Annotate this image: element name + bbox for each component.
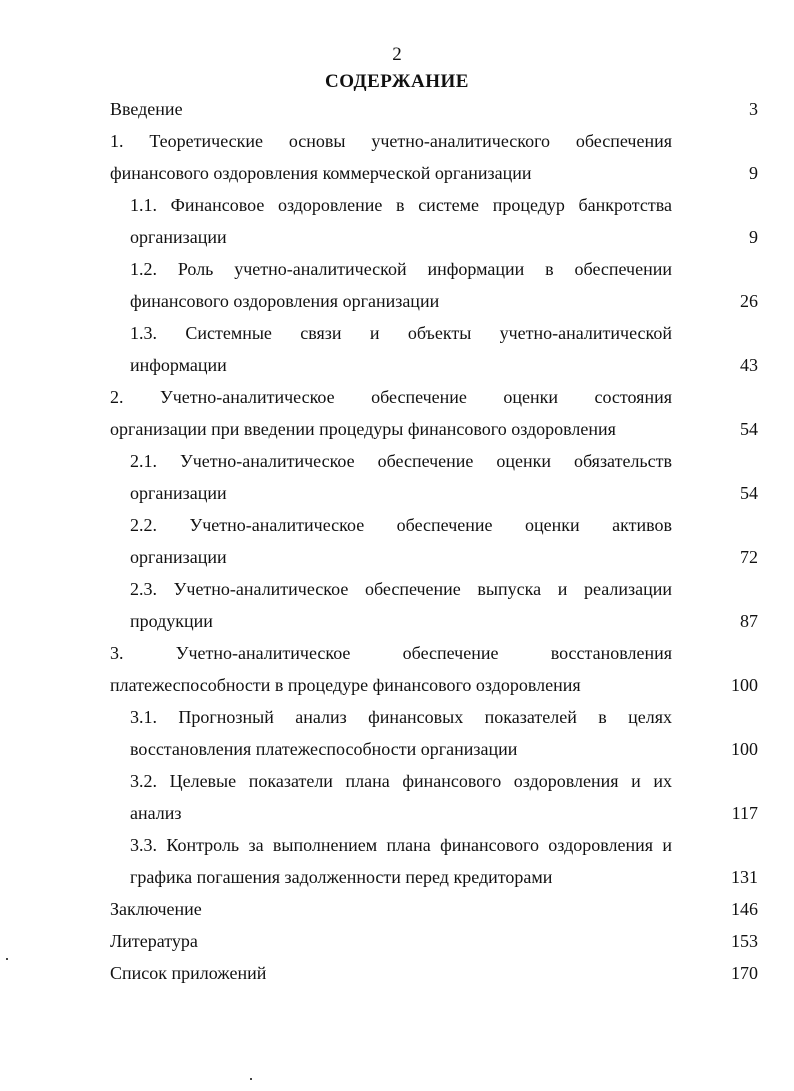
toc-entry-line: финансового оздоровления коммерческой организации xyxy=(110,163,532,183)
toc-entry-conclusion[interactable] xyxy=(110,893,758,925)
toc-entry-line: Заключение xyxy=(110,899,202,919)
toc-entry-section-1-1[interactable] xyxy=(110,189,758,253)
toc-entry-section-3-2[interactable] xyxy=(110,765,758,829)
toc-entry-line: 2.3. Учетно-аналитическое обеспечение выпуска и реализации xyxy=(130,579,672,599)
toc-page-number: 26 xyxy=(740,291,758,311)
toc-entry-line: 2. Учетно-аналитическое обеспечение оценки состояния xyxy=(110,387,672,407)
toc-entry-line: организации xyxy=(130,547,227,567)
toc-entry-line: организации при введении процедуры финансового оздоровления xyxy=(110,419,616,439)
toc-entry-section-2-1[interactable] xyxy=(110,445,758,509)
toc-entry-line: 2.1. Учетно-аналитическое обеспечение оценки обязательств xyxy=(130,451,672,471)
toc-page-number: 153 xyxy=(731,931,758,951)
toc-entry-chapter-3[interactable] xyxy=(110,637,758,701)
toc-page-number: 131 xyxy=(731,867,758,887)
toc-page-number: 3 xyxy=(749,99,758,119)
toc-entry-chapter-2[interactable] xyxy=(110,381,758,445)
toc-page-number: 9 xyxy=(749,163,758,183)
page-number: 2 xyxy=(392,44,402,65)
toc-entry-line: 3.3. Контроль за выполнением плана финансового оздоровления и xyxy=(130,835,672,855)
toc-entry-line: Список приложений xyxy=(110,963,267,983)
table-of-contents xyxy=(110,93,758,989)
toc-page-number: 100 xyxy=(731,739,758,759)
toc-entry-line: информации xyxy=(130,355,227,375)
toc-entry-section-1-2[interactable] xyxy=(110,253,758,317)
scan-speck xyxy=(250,1078,252,1080)
toc-page-number: 100 xyxy=(731,675,758,695)
toc-entry-line: 3.1. Прогнозный анализ финансовых показателей в целях xyxy=(130,707,672,727)
toc-entry-line: Введение xyxy=(110,99,183,119)
toc-entry-section-2-3[interactable] xyxy=(110,573,758,637)
toc-entry-appendices[interactable] xyxy=(110,957,758,989)
toc-page-number: 170 xyxy=(731,963,758,983)
toc-entry-line: Литература xyxy=(110,931,198,951)
toc-page-number: 54 xyxy=(740,483,758,503)
toc-entry-introduction[interactable] xyxy=(110,93,758,125)
toc-entry-line: 2.2. Учетно-аналитическое обеспечение оценки активов xyxy=(130,515,672,535)
toc-entry-line: продукции xyxy=(130,611,213,631)
toc-page-number: 54 xyxy=(740,419,758,439)
toc-entry-line: платежеспособности в процедуре финансового оздоровления xyxy=(110,675,581,695)
toc-entry-line: организации xyxy=(130,227,227,247)
scan-speck xyxy=(6,958,8,960)
toc-page-number: 72 xyxy=(740,547,758,567)
toc-entry-line: 1. Теоретические основы учетно-аналитического обеспечения xyxy=(110,131,672,151)
toc-entry-line: 3.2. Целевые показатели плана финансового оздоровления и их xyxy=(130,771,672,791)
toc-entry-line: восстановления платежеспособности организации xyxy=(130,739,518,759)
toc-entry-section-1-3[interactable] xyxy=(110,317,758,381)
toc-page-number: 117 xyxy=(731,803,758,823)
toc-page-number: 146 xyxy=(731,899,758,919)
toc-page-number: 9 xyxy=(749,227,758,247)
toc-entry-line: финансового оздоровления организации xyxy=(130,291,440,311)
toc-entry-line: 1.1. Финансовое оздоровление в системе процедур банкротства xyxy=(130,195,672,215)
toc-title: СОДЕРЖАНИЕ xyxy=(325,71,469,92)
toc-entry-literature[interactable] xyxy=(110,925,758,957)
toc-entry-section-3-3[interactable] xyxy=(110,829,758,893)
toc-entry-line: организации xyxy=(130,483,227,503)
toc-entry-section-3-1[interactable] xyxy=(110,701,758,765)
toc-entry-section-2-2[interactable] xyxy=(110,509,758,573)
toc-page-number: 43 xyxy=(740,355,758,375)
toc-page-number: 87 xyxy=(740,611,758,631)
toc-entry-line: 1.3. Системные связи и объекты учетно-аналитической xyxy=(130,323,672,343)
toc-entry-line: 3. Учетно-аналитическое обеспечение восстановления xyxy=(110,643,672,663)
toc-entry-chapter-1[interactable] xyxy=(110,125,758,189)
toc-entry-line: графика погашения задолженности перед кредиторами xyxy=(130,867,553,887)
toc-entry-line: анализ xyxy=(130,803,182,823)
toc-entry-line: 1.2. Роль учетно-аналитической информации в обеспечении xyxy=(130,259,672,279)
